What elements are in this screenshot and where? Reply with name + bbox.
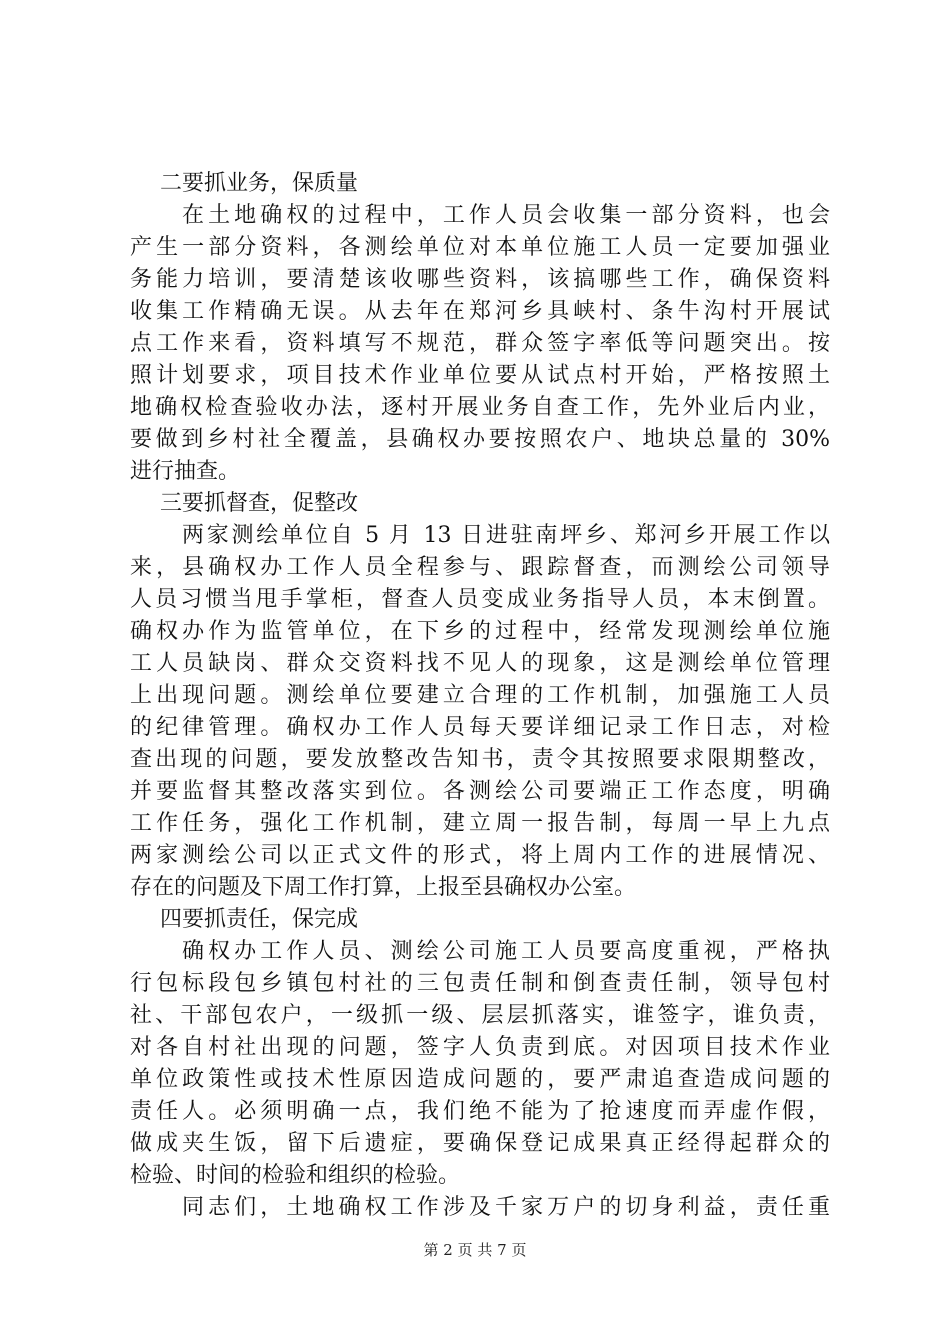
paragraph-line: 对各自村社出现的问题，签字人负责到底。对因项目技术作业 — [130, 1035, 830, 1060]
paragraph-line: 并要监督其整改落实到位。各测绘公司要端正工作态度，明确 — [130, 779, 830, 804]
paragraph-line: 检验、时间的检验和组织的检验。 — [130, 1163, 461, 1188]
paragraph-line: 在土地确权的过程中，工作人员会收集一部分资料，也会 — [182, 203, 830, 228]
paragraph-line: 社、干部包农户，一级抓一级、层层抓落实，谁签字，谁负责， — [130, 1003, 830, 1028]
paragraph-line: 同志们，土地确权工作涉及千家万户的切身利益，责任重 — [182, 1195, 830, 1220]
paragraph-line: 两家测绘单位自 5 月 13 日进驻南坪乡、郑河乡开展工作以 — [182, 523, 830, 548]
paragraph-line: 的纪律管理。确权办工作人员每天要详细记录工作日志，对检 — [130, 715, 830, 740]
page-footer: 第 2 页 共 7 页 — [423, 1241, 527, 1259]
paragraph-line: 点工作来看，资料填写不规范，群众签字率低等问题突出。按 — [130, 331, 830, 356]
paragraph-line: 单位政策性或技术性原因造成问题的，要严肃追查造成问题的 — [130, 1067, 830, 1092]
paragraph-line: 收集工作精确无误。从去年在郑河乡具峡村、条牛沟村开展试 — [130, 299, 830, 324]
paragraph-line: 产生一部分资料，各测绘单位对本单位施工人员一定要加强业 — [130, 235, 830, 260]
paragraph-line: 工作任务，强化工作机制，建立周一报告制，每周一早上九点 — [130, 811, 830, 836]
paragraph-line: 地确权检查验收办法，逐村开展业务自查工作，先外业后内业， — [130, 395, 830, 420]
paragraph-line: 工人员缺岗、群众交资料找不见人的现象，这是测绘单位管理 — [130, 651, 830, 676]
paragraph-line: 来，县确权办工作人员全程参与、跟踪督查，而测绘公司领导 — [130, 555, 830, 580]
paragraph-line: 照计划要求，项目技术作业单位要从试点村开始，严格按照土 — [130, 363, 830, 388]
paragraph-line: 做成夹生饭，留下后遗症，要确保登记成果真正经得起群众的 — [130, 1131, 830, 1156]
paragraph-line: 进行抽查。 — [130, 459, 241, 484]
paragraph-line: 存在的问题及下周工作打算，上报至县确权办公室。 — [130, 875, 637, 900]
paragraph-line: 查出现的问题，要发放整改告知书，责令其按照要求限期整改， — [130, 747, 830, 772]
paragraph-line: 责任人。必须明确一点，我们绝不能为了抢速度而弄虚作假， — [130, 1099, 830, 1124]
paragraph-line: 要做到乡村社全覆盖，县确权办要按照农户、地块总量的 30% — [130, 427, 830, 452]
section-heading: 四要抓责任，保完成 — [160, 907, 359, 932]
section-heading: 三要抓督查，促整改 — [160, 491, 359, 516]
paragraph-line: 行包标段包乡镇包村社的三包责任制和倒查责任制，领导包村 — [130, 971, 830, 996]
document-body — [130, 168, 830, 1224]
paragraph-line: 上出现问题。测绘单位要建立合理的工作机制，加强施工人员 — [130, 683, 830, 708]
paragraph-line: 务能力培训，要清楚该收哪些资料，该搞哪些工作，确保资料 — [130, 267, 830, 292]
paragraph-line: 两家测绘公司以正式文件的形式，将上周内工作的进展情况、 — [130, 843, 830, 868]
paragraph-line: 人员习惯当甩手掌柜，督查人员变成业务指导人员，本末倒置。 — [130, 587, 830, 612]
paragraph-line: 确权办工作人员、测绘公司施工人员要高度重视，严格执 — [182, 939, 830, 964]
paragraph-line: 确权办作为监管单位，在下乡的过程中，经常发现测绘单位施 — [130, 619, 830, 644]
section-heading: 二要抓业务，保质量 — [160, 171, 359, 196]
